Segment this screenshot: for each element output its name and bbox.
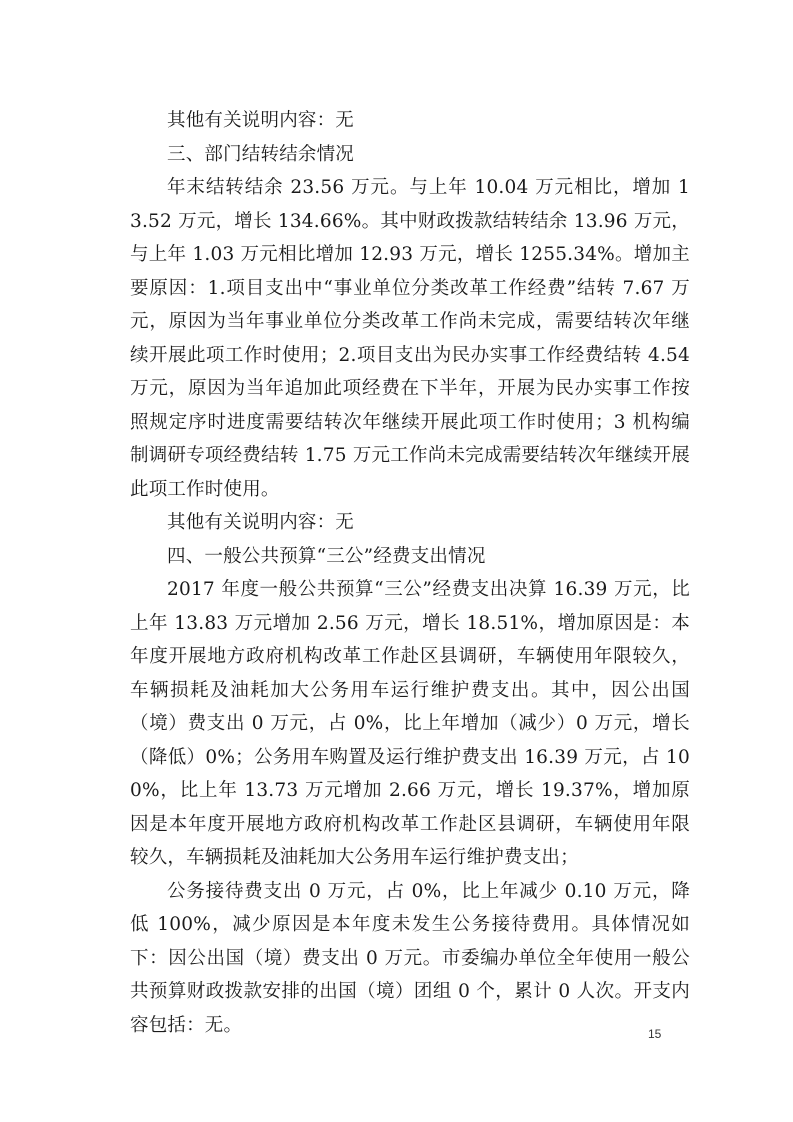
- other-notes-paragraph: 其他有关说明内容：无: [167, 110, 355, 131]
- reception-expense-paragraph: 公务接待费支出 0 万元，占 0%，比上年减少 0.10 万元，降低 100%，减少原因是本年度未发生公务接待费用。具体情况如下：因公出国（境）费支出 0 万元。市委编办单位全年使用一般公共预算财政拨款安排的出国（境）团组 0 个，累计 0 人次。开支内容包括：无。: [130, 880, 690, 1036]
- body-text: [130, 104, 690, 1042]
- carryover-paragraph: 年末结转结余 23.56 万元。与上年 10.04 万元相比，增加 13.52 万元，增长 134.66%。其中财政拨款结转结余 13.96 万元，与上年 1.03 万元相比增加 12.93 万元，增长 1255.34%。增加主要原因：1.项目支出中“事业单位分类改革工作经费”结转 7.67 万元，原因为当年事业单位分类改革工作尚未完成，需要结转次年继续开展此项工作时使用；2.项目支出为民办实事工作经费结转 4.54 万元，原因为当年追加此项经费在下半年，开展为民办实事工作按照规定序时进度需要结转次年继续开展此项工作时使用；3 机构编制调研专项经费结转 1.75 万元工作尚未完成需要结转次年继续开展此项工作时使用。: [130, 177, 690, 500]
- other-notes-paragraph: 其他有关说明内容：无: [167, 512, 355, 533]
- three-public-paragraph: 2017 年度一般公共预算“三公”经费支出决算 16.39 万元，比上年 13.83 万元增加 2.56 万元，增长 18.51%，增加原因是：本年度开展地方政府机构改革工作赴区县调研，车辆使用年限较久，车辆损耗及油耗加大公务用车运行维护费支出。其中，因公出国（境）费支出 0 万元，占 0%，比上年增加（减少）0 万元，增长（降低）0%；公务用车购置及运行维护费支出 16.39 万元，占 100%，比上年 13.73 万元增加 2.66 万元，增长 19.37%，增加原因是本年度开展地方政府机构改革工作赴区县调研，车辆使用年限较久，车辆损耗及油耗加大公务用车运行维护费支出；: [130, 579, 690, 868]
- section-heading-three-public: 四、一般公共预算“三公”经费支出情况: [167, 545, 486, 567]
- section-heading-carryover: 三、部门结转结余情况: [167, 143, 355, 165]
- page-number: 15: [648, 1027, 662, 1041]
